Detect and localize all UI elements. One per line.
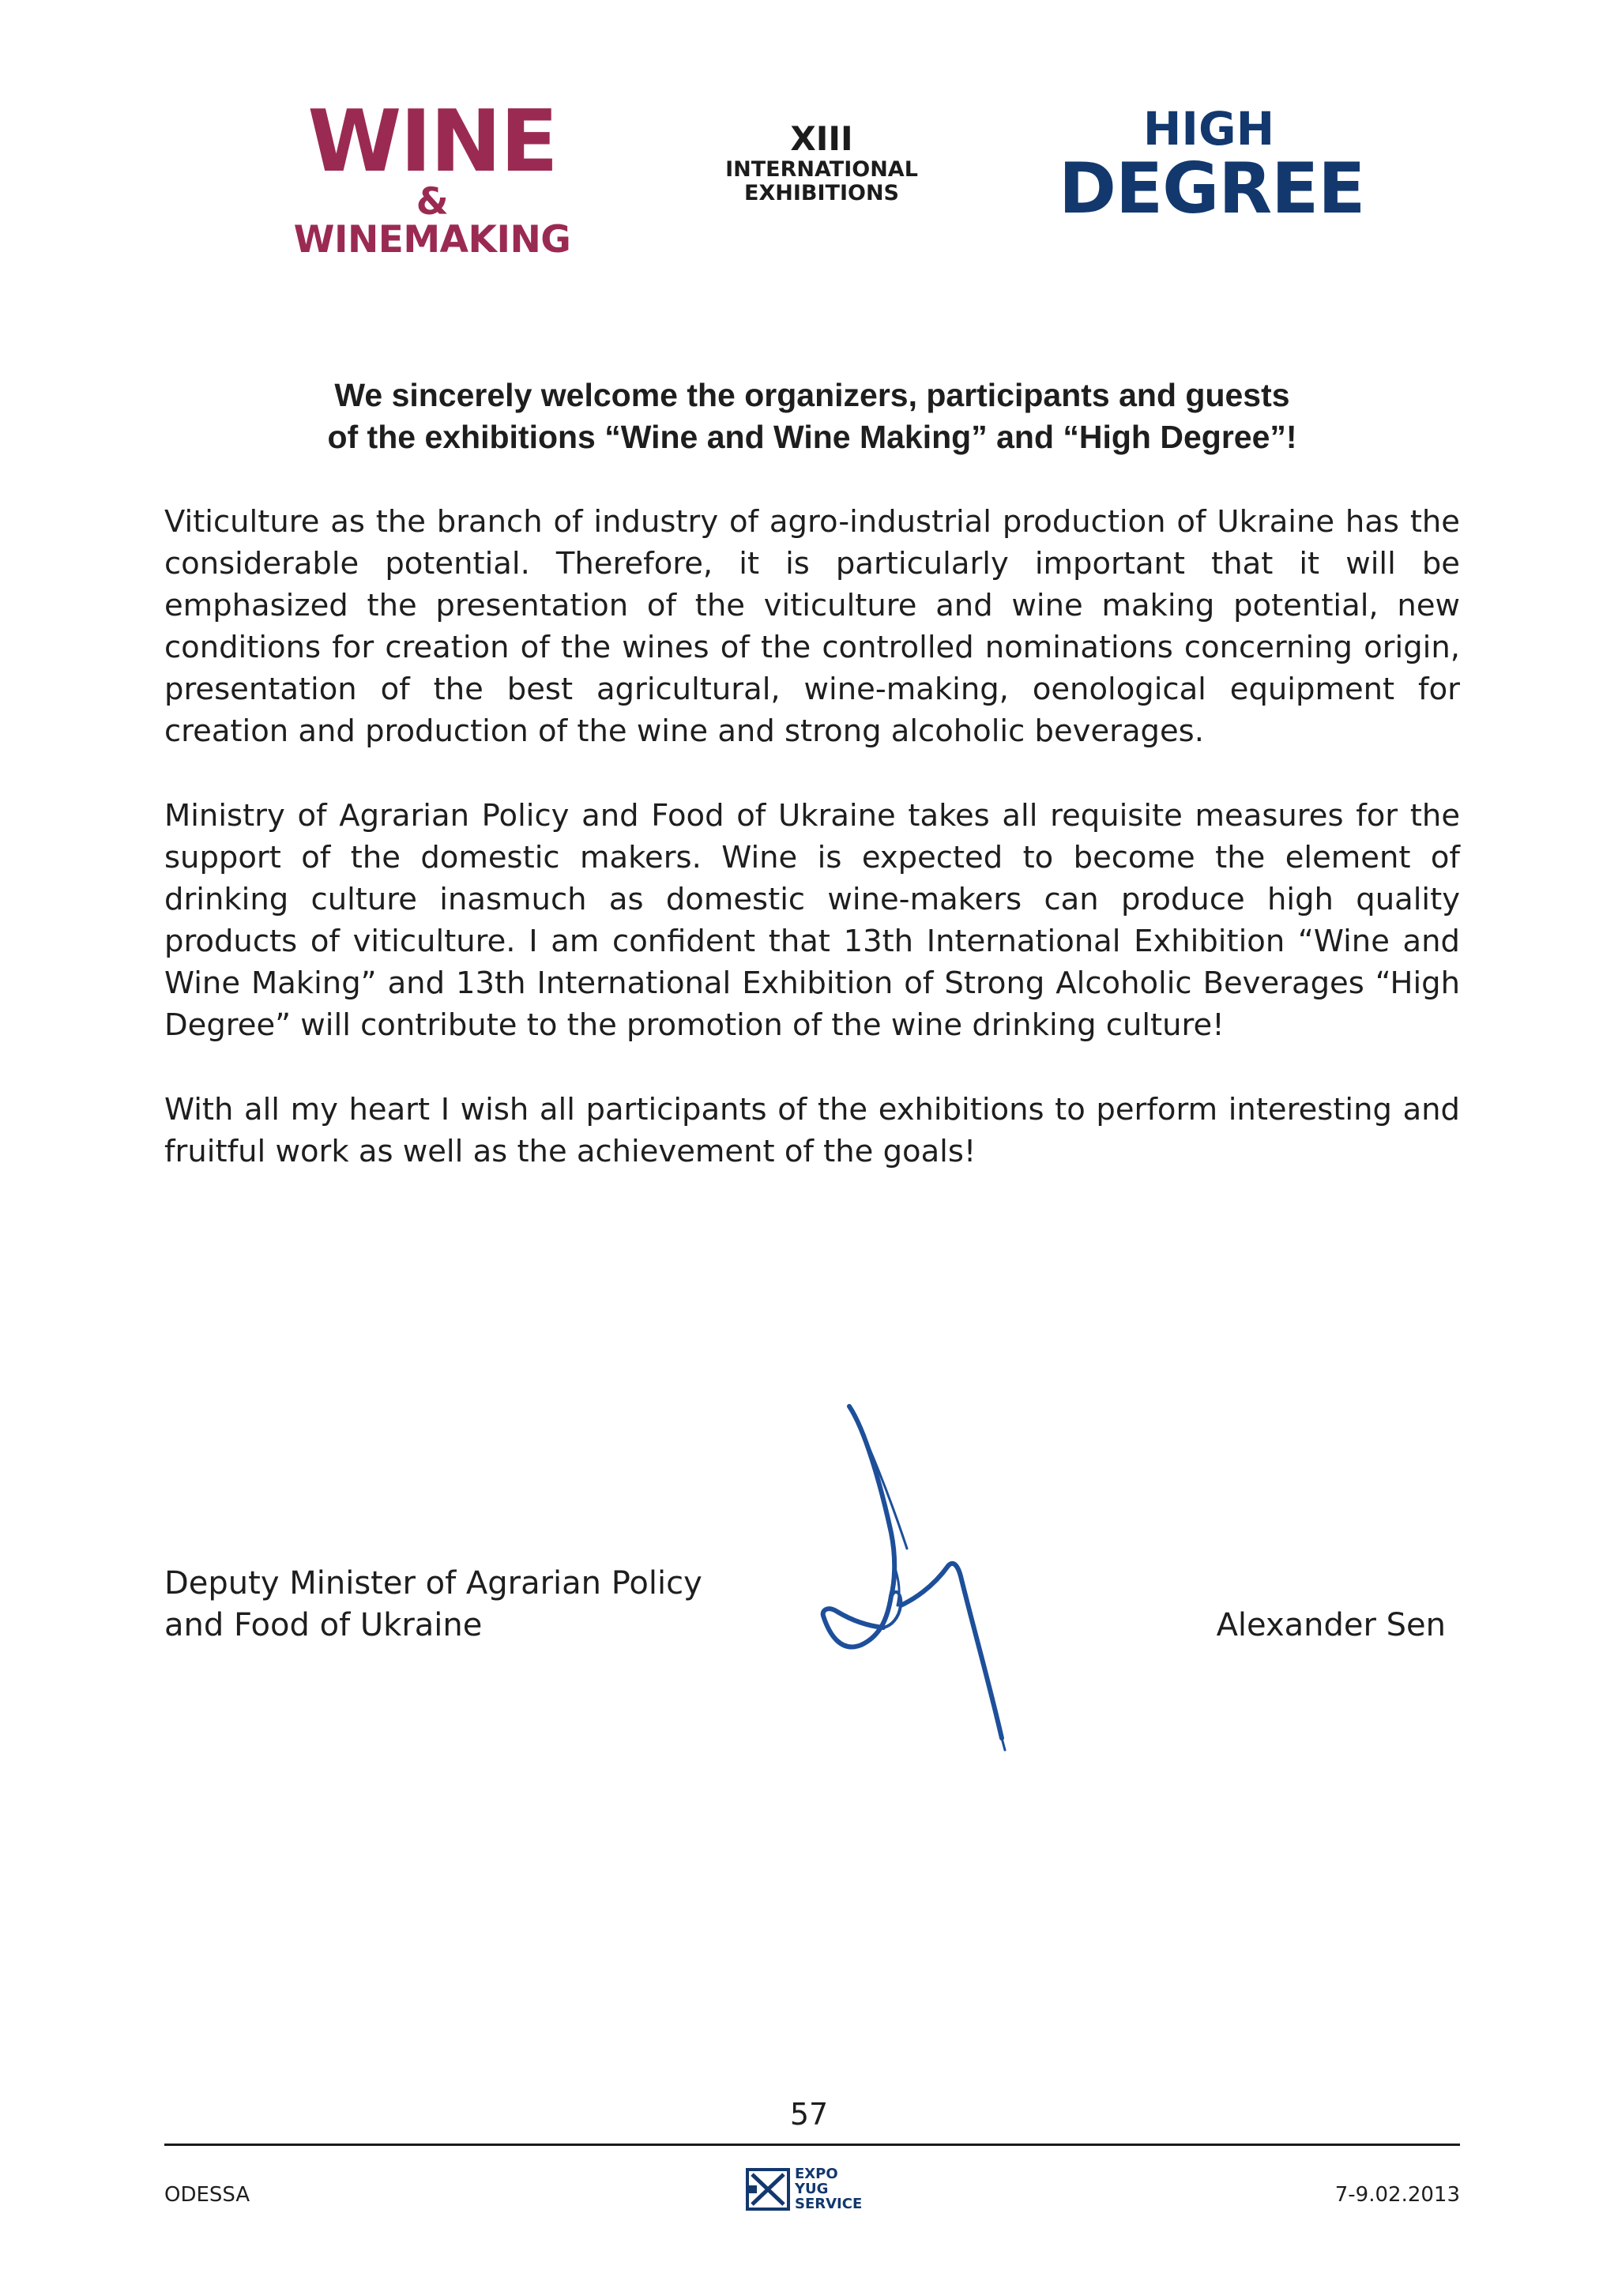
body-paragraph-1: Viticulture as the branch of industry of agro-industrial production of Ukraine has the considerable potential. Therefore, it is particularly important that it will be emphasized the presentation of the viticulture and wine making potential, new conditions for creation of the wines of the controlled nominations concerning origin, presentation of the best agricultural, wine-making, oenological equipment for creation and production of the wine and strong alcoholic beverages. xyxy=(164,504,1460,749)
letter-body xyxy=(164,501,1460,1215)
expo-logo-line2: YUG xyxy=(795,2181,829,2197)
wine-logo-subtitle: & WINEMAKING xyxy=(293,180,571,262)
body-paragraph-3: With all my heart I wish all participants of the exhibitions to perform interesting and fruitful work as well as the achievement of the goals! xyxy=(164,1092,1460,1169)
expo-yug-service-logo xyxy=(746,2165,880,2214)
signatory-title-line2: and Food of Ukraine xyxy=(164,1607,483,1643)
expo-logo-mark-icon xyxy=(746,2168,790,2211)
signatory-title-line1: Deputy Minister of Agrarian Policy xyxy=(164,1565,702,1602)
signatory-title xyxy=(164,1563,796,1647)
high-degree-logo xyxy=(1059,102,1365,229)
welcome-line-2: of the exhibitions “Wine and Wine Making” and “High Degree”! xyxy=(327,419,1297,455)
page-number: 57 xyxy=(789,2097,829,2132)
international-exhibitions-badge xyxy=(711,120,932,205)
wine-logo-title: WINE xyxy=(307,92,557,191)
footer-city: ODESSA xyxy=(164,2183,250,2207)
body-paragraph-2: Ministry of Agrarian Policy and Food of Ukraine takes all requisite measures for the support of the domestic makers. Wine is expected to become the element of drinking culture inasmuch as domestic wine-makers can produce high quality products of viticulture. I am confident that 13th International Exhibition “Wine and Wine Making” and 13th International Exhibition of Strong Alcoholic Beverages “High Degree” will contribute to the promotion of the wine drinking culture! xyxy=(164,798,1460,1043)
footer-divider xyxy=(164,2144,1460,2146)
welcome-heading xyxy=(164,375,1460,458)
handwritten-signature xyxy=(806,1398,1090,1778)
high-degree-logo-line2: DEGREE xyxy=(1059,148,1365,229)
footer-dates: 7-9.02.2013 xyxy=(1334,2183,1460,2207)
expo-logo-line1: EXPO xyxy=(795,2166,838,2182)
welcome-line-1: We sincerely welcome the organizers, participants and guests xyxy=(334,377,1290,413)
wine-winemaking-logo xyxy=(278,92,586,262)
high-degree-logo-line1: HIGH xyxy=(1142,102,1275,156)
expo-logo-text xyxy=(795,2166,862,2211)
expo-logo-line3: SERVICE xyxy=(795,2196,863,2212)
signatory-name: Alexander Sen xyxy=(1216,1607,1446,1643)
exhibition-numeral: XIII xyxy=(790,119,853,158)
exhibition-label-line1: INTERNATIONAL xyxy=(725,157,918,182)
exhibition-label-line2: EXHIBITIONS xyxy=(744,181,899,205)
